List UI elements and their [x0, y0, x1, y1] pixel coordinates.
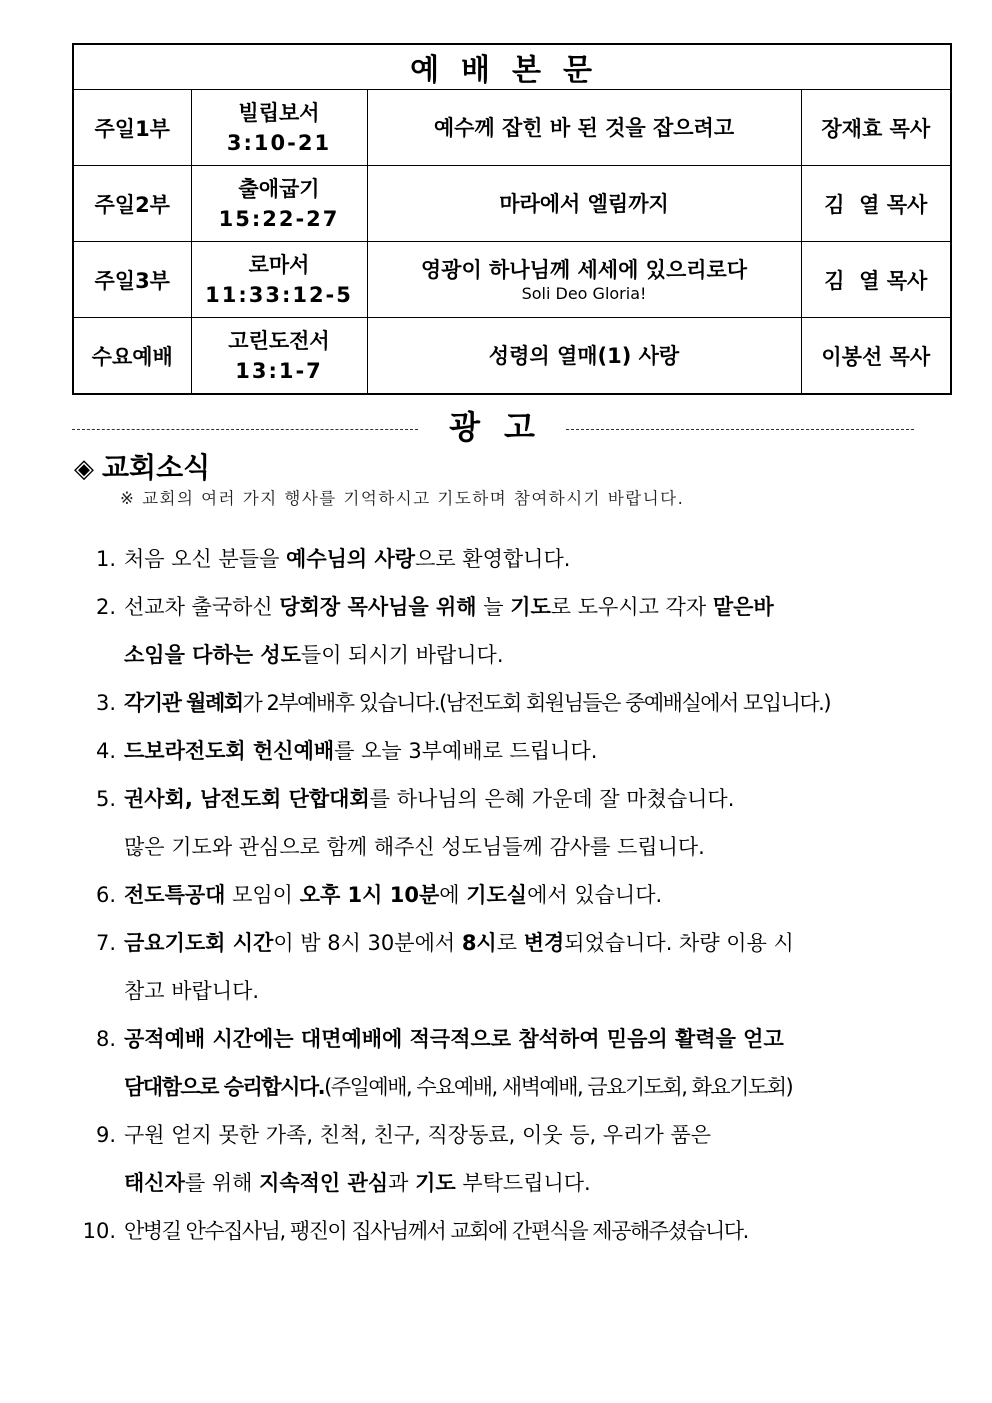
item-highlight: 기도	[510, 595, 551, 619]
scripture-book: 빌립보서	[238, 100, 320, 125]
item-highlight: 당회장 목사님을 위해	[279, 595, 477, 619]
item-text: 구원 얻지 못한 가족, 친척, 친구, 직장동료, 이웃 등, 우리가 품은	[124, 1123, 711, 1147]
item-text: 가 2부예배후 있습니다.(남전도회 회원님들은 중예배실에서 모입니다.)	[242, 691, 831, 715]
list-item	[70, 679, 870, 727]
item-number: 8.	[95, 1027, 116, 1051]
item-text: 늘	[476, 595, 511, 619]
sermon-title	[367, 318, 801, 395]
scripture-reference	[191, 242, 367, 318]
item-highlight: 기도	[415, 1171, 456, 1195]
sermon-title	[367, 90, 801, 166]
table-row	[73, 90, 951, 166]
item-number: 3.	[95, 691, 116, 715]
service-name: 주일1부	[73, 90, 191, 166]
service-name: 수요예배	[73, 318, 191, 395]
preacher-name: 김 열 목사	[801, 242, 951, 318]
scripture-book: 로마서	[248, 252, 310, 277]
list-item	[70, 1015, 870, 1111]
sermon-table	[72, 43, 952, 395]
item-number: 9.	[95, 1123, 116, 1147]
preacher-name: 김 열 목사	[801, 166, 951, 242]
item-highlight: 태신자	[124, 1171, 185, 1195]
sermon-title-text: 성령의 열매(1) 사랑	[488, 343, 680, 368]
announcements-header	[72, 402, 914, 446]
item-text: 안병길 안수집사님, 팽진이 집사님께서 교회에 간편식을 제공해주셨습니다.	[124, 1219, 748, 1243]
item-text: 으로 환영합니다.	[415, 547, 571, 571]
item-highlight: 권사회, 남전도회 단합대회	[124, 787, 370, 811]
scripture-book: 고린도전서	[228, 328, 330, 353]
sermon-title	[367, 242, 801, 318]
item-text: 를 위해	[184, 1171, 260, 1195]
list-item	[70, 1111, 870, 1207]
item-highlight: 금요기도회 시간	[124, 931, 274, 955]
table-row	[73, 242, 951, 318]
service-name: 주일3부	[73, 242, 191, 318]
item-text: 처음 오신 분들을	[124, 547, 287, 571]
item-text: 부탁드립니다.	[455, 1171, 591, 1195]
table-row	[73, 166, 951, 242]
item-text: 에	[439, 883, 467, 907]
item-highlight: 맡은바	[712, 595, 774, 619]
item-highlight: 8시	[461, 931, 497, 955]
list-item	[70, 919, 870, 1015]
item-text: 이 밤 8시 30분에서	[273, 931, 462, 955]
scripture-reference	[191, 166, 367, 242]
item-number: 4.	[95, 739, 116, 763]
preacher-name: 장재효 목사	[801, 90, 951, 166]
item-number: 7.	[95, 931, 116, 955]
sermon-subtitle: Soli Deo Gloria!	[521, 283, 647, 303]
news-list	[70, 535, 870, 1255]
section-note: ※ 교회의 여러 가지 행사를 기억하시고 기도하며 참여하시기 바랍니다.	[120, 489, 685, 508]
item-highlight: 드보라전도회 헌신예배	[124, 739, 335, 763]
list-item	[70, 727, 870, 775]
item-text: 를 하나님의 은혜 가운데 잘 마쳤습니다.	[369, 787, 735, 811]
scripture-reference	[191, 318, 367, 395]
item-text: 로 도우시고 각자	[550, 595, 713, 619]
list-item	[70, 535, 870, 583]
scripture-verse: 11:33:12-5	[205, 282, 353, 307]
item-text: 선교차 출국하신	[124, 595, 280, 619]
item-text: 과	[388, 1171, 416, 1195]
announcements-title: 광고	[449, 408, 559, 446]
list-item	[70, 871, 870, 919]
preacher-name: 이봉선 목사	[801, 318, 951, 395]
item-text: 들이 되시기 바랍니다.	[300, 643, 504, 667]
item-text: 에서 있습니다.	[527, 883, 663, 907]
item-highlight: 공적예배 시간에는 대면예배에 적극적으로 참석하여 믿음의 활력을 얻고	[124, 1027, 784, 1051]
item-highlight: 지속적인 관심	[259, 1171, 389, 1195]
item-highlight: 변경	[523, 931, 565, 955]
scripture-reference	[191, 90, 367, 166]
item-highlight: 예수님의 사랑	[286, 547, 416, 571]
sermon-table-title: 예배본문	[73, 44, 951, 90]
table-row	[73, 318, 951, 395]
diamond-bullet-icon: ◈	[74, 454, 94, 484]
sermon-title-text: 영광이 하나님께 세세에 있으리로다	[420, 257, 748, 282]
item-highlight: 소임을 다하는 성도	[124, 643, 301, 667]
item-number: 6.	[95, 883, 116, 907]
list-item	[70, 1207, 870, 1255]
item-highlight: 전도특공대	[124, 883, 226, 907]
list-item	[70, 583, 870, 679]
item-number: 10.	[82, 1219, 116, 1243]
section-title	[74, 446, 210, 486]
item-text: 많은 기도와 관심으로 함께 해주신 성도님들께 감사를 드립니다.	[124, 835, 705, 859]
item-highlight: 담대함으로 승리합시다.	[124, 1075, 325, 1099]
item-number: 1.	[95, 547, 116, 571]
dashed-divider-left	[72, 429, 418, 430]
sermon-title	[367, 166, 801, 242]
scripture-book: 출애굽기	[238, 176, 320, 201]
section-title-text: 교회소식	[102, 451, 211, 484]
item-text: 되었습니다. 차량 이용 시	[564, 931, 794, 955]
item-text: 를 오늘 3부예배로 드립니다.	[334, 739, 598, 763]
item-number: 2.	[95, 595, 116, 619]
item-text: 로	[496, 931, 524, 955]
scripture-verse: 15:22-27	[218, 206, 340, 231]
service-name: 주일2부	[73, 166, 191, 242]
scripture-verse: 3:10-21	[226, 130, 332, 155]
item-text: 모임이	[225, 883, 300, 907]
list-item	[70, 775, 870, 871]
item-number: 5.	[95, 787, 116, 811]
item-text: 참고 바랍니다.	[124, 979, 260, 1003]
sermon-title-text: 예수께 잡힌 바 된 것을 잡으려고	[433, 115, 735, 140]
dashed-divider-right	[566, 429, 914, 430]
sermon-title-text: 마라에서 엘림까지	[499, 191, 669, 216]
item-highlight: 각기관 월례회	[124, 691, 243, 715]
item-text: (주일예배, 수요예배, 새벽예배, 금요기도회, 화요기도회)	[324, 1075, 793, 1099]
scripture-verse: 13:1-7	[235, 358, 323, 383]
item-highlight: 기도실	[466, 883, 528, 907]
item-highlight: 오후 1시 10분	[299, 883, 440, 907]
